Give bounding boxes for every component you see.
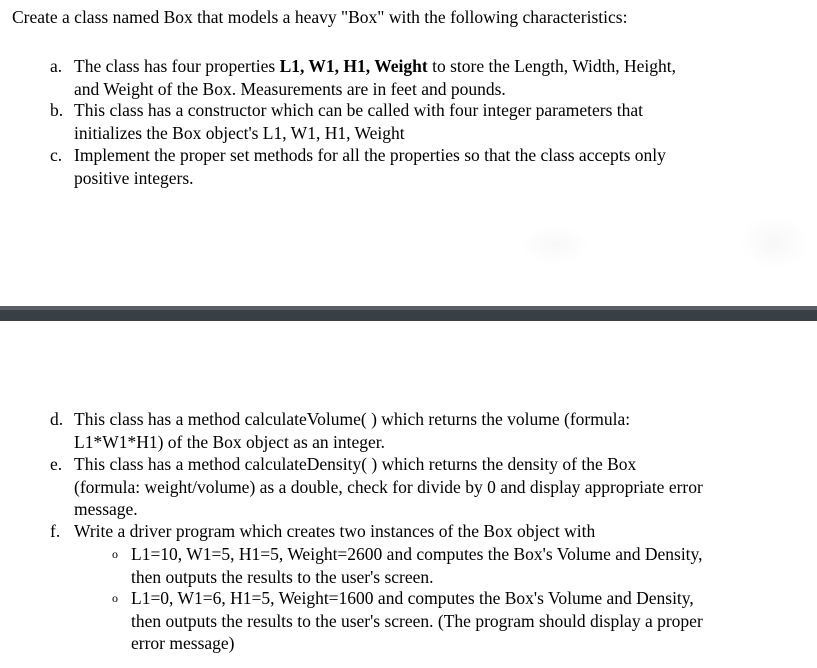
properties-bold: L1, W1, H1, Weight	[279, 56, 428, 76]
item-line: message.	[74, 499, 138, 519]
bullet-line: then outputs the results to the user's screen.	[131, 566, 434, 587]
item-line: This class has a method calculateDensity( ) which returns the density of the Box	[74, 454, 637, 474]
list-item-a	[50, 55, 810, 100]
list-marker: c.	[50, 145, 63, 165]
bullet-circle-icon: o	[112, 547, 118, 561]
item-text	[74, 453, 810, 521]
item-text	[74, 520, 810, 543]
bullet-text	[131, 543, 812, 588]
list-item-f	[50, 520, 810, 543]
bullet-circle-icon: o	[112, 591, 118, 605]
page-divider	[0, 306, 817, 321]
list-marker: e.	[50, 454, 63, 474]
sub-bullet-1	[112, 543, 812, 588]
item-line: Implement the proper set methods for all the properties so that the class accepts only	[74, 145, 666, 165]
item-line: to store the Length, Width, Height,	[427, 56, 677, 76]
item-line: This class has a method calculateVolume( ) which returns the volume (formula:	[74, 409, 631, 429]
item-line: and Weight of the Box. Measurements are in feet and pounds.	[74, 78, 506, 99]
item-line: This class has a constructor which can be called with four integer parameters that	[74, 100, 644, 120]
item-line: (formula: weight/volume) as a double, check for divide by 0 and display appropriate error	[74, 476, 703, 497]
list-marker: b.	[50, 100, 64, 120]
item-text	[74, 99, 810, 144]
divider-edge	[0, 306, 817, 310]
list-item-c	[50, 144, 810, 189]
item-line: initializes the Box object's L1, W1, H1, Weight	[74, 122, 405, 143]
list-item-d	[50, 408, 810, 453]
bullet-text	[131, 587, 812, 655]
list-item-b	[50, 99, 810, 144]
item-text	[74, 55, 810, 100]
item-line: The class has four properties	[74, 56, 280, 76]
intro-text: Create a class named Box that models a heavy "Box" with the following characteristics:	[12, 7, 628, 27]
item-text	[74, 408, 810, 453]
bullet-line: error message)	[131, 633, 235, 653]
bullet-line: then outputs the results to the user's screen. (The program should display a proper	[131, 610, 703, 631]
sub-bullet-2	[112, 587, 812, 655]
bullet-line: L1=10, W1=5, H1=5, Weight=2600 and computes the Box's Volume and Density,	[131, 544, 703, 564]
list-marker: a.	[50, 56, 63, 76]
bullet-line: L1=0, W1=6, H1=5, Weight=1600 and computes the Box's Volume and Density,	[131, 588, 694, 608]
item-line: positive integers.	[74, 167, 194, 188]
item-text	[74, 144, 810, 189]
list-item-e	[50, 453, 810, 521]
item-line: Write a driver program which creates two instances of the Box object with	[74, 521, 596, 541]
scan-artifact	[520, 225, 590, 265]
scan-artifact	[740, 215, 810, 270]
list-marker: f.	[50, 521, 61, 541]
item-line: L1*W1*H1) of the Box object as an integer.	[74, 431, 386, 452]
list-marker: d.	[50, 409, 64, 429]
